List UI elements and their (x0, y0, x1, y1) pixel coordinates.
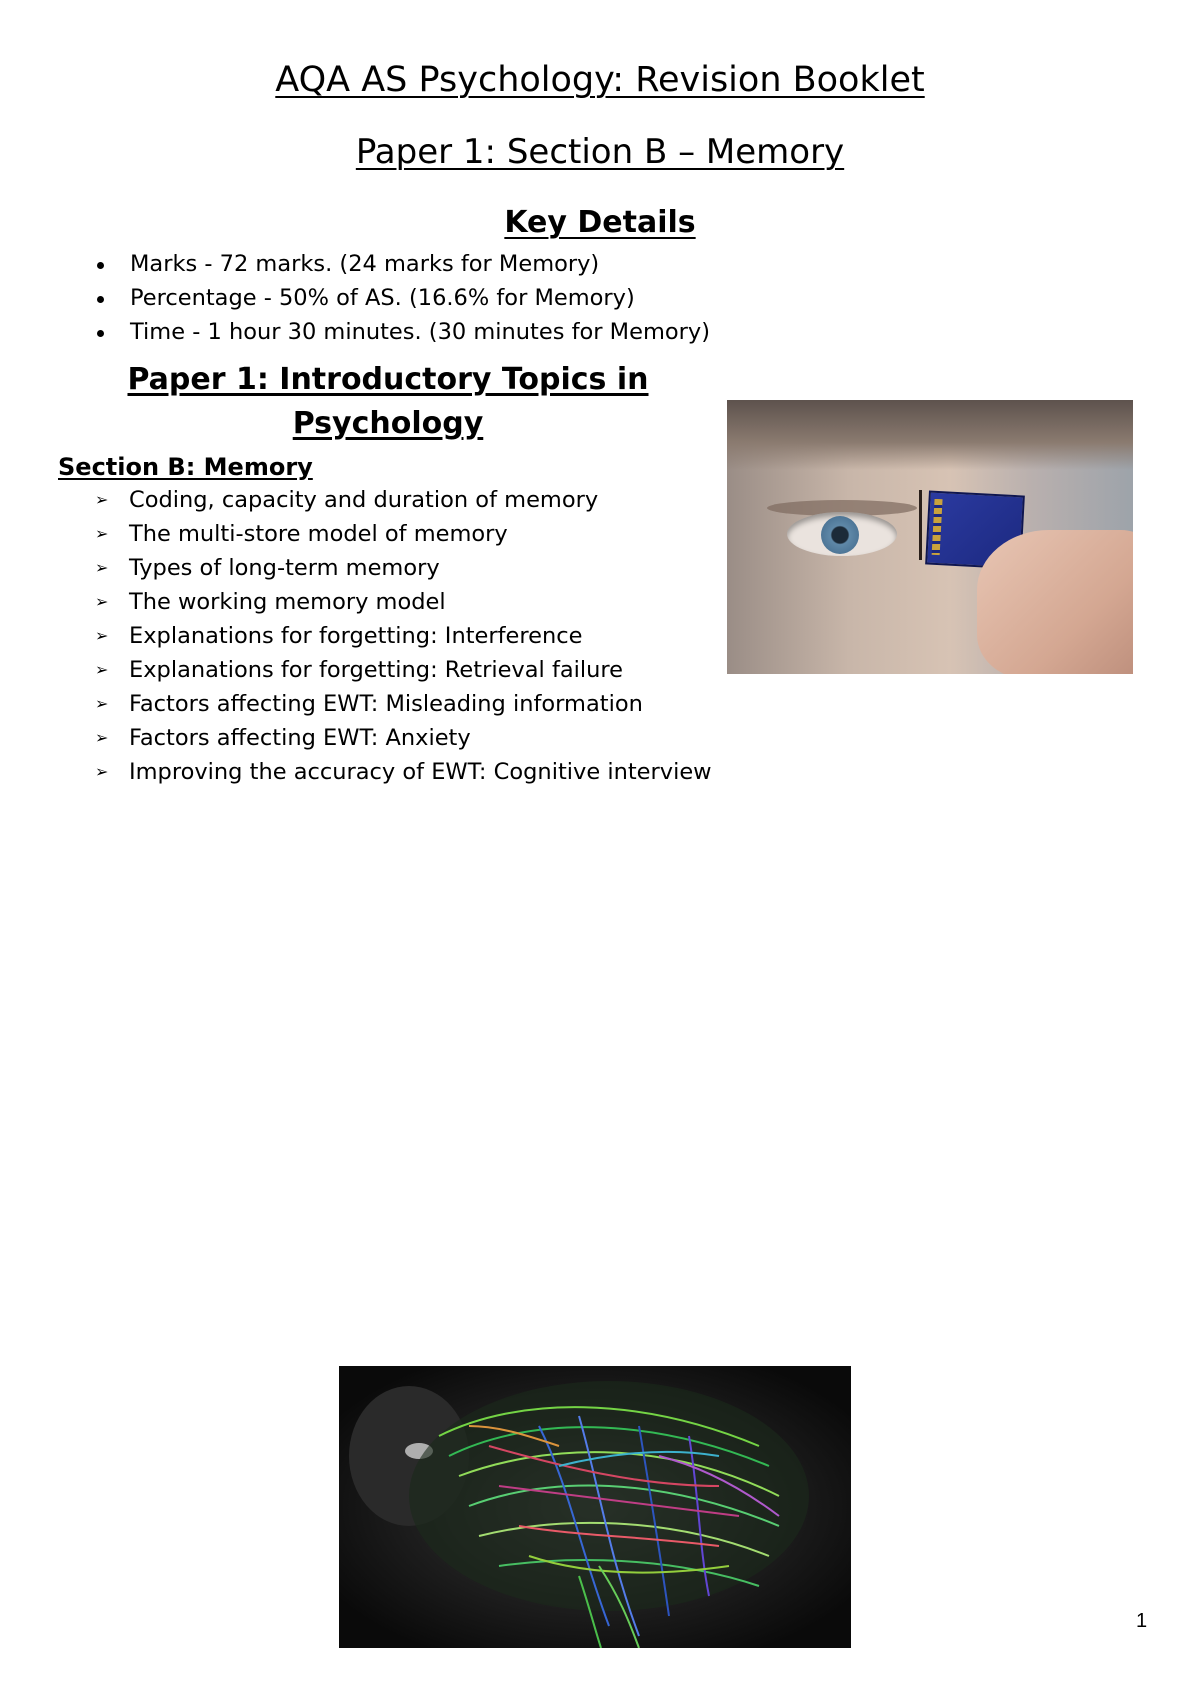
topic-item: ➢ Coding, capacity and duration of memory (95, 483, 712, 517)
key-detail-item: Marks - 72 marks. (24 marks for Memory) (97, 247, 710, 281)
arrow-bullet-icon: ➢ (95, 524, 109, 543)
topic-item: ➢ Explanations for forgetting: Interference (95, 619, 712, 653)
arrow-bullet-icon: ➢ (95, 592, 109, 611)
document-subtitle: Paper 1: Section B – Memory (355, 132, 845, 172)
paper-heading-line1: Paper 1: Introductory Topics in (127, 362, 649, 397)
key-detail-item: Percentage - 50% of AS. (16.6% for Memory) (97, 281, 710, 315)
section-heading: Section B: Memory (58, 453, 313, 481)
brain-tractography-photo (339, 1366, 851, 1648)
topic-item: ➢ Improving the accuracy of EWT: Cognitive interview (95, 755, 712, 789)
arrow-bullet-icon: ➢ (95, 660, 109, 679)
page-number: 1 (1136, 1610, 1148, 1632)
arrow-bullet-icon: ➢ (95, 728, 109, 747)
topic-item: ➢ Explanations for forgetting: Retrieval failure (95, 653, 712, 687)
topic-item: ➢ The multi-store model of memory (95, 517, 712, 551)
topic-item: ➢ Factors affecting EWT: Anxiety (95, 721, 712, 755)
arrow-bullet-icon: ➢ (95, 694, 109, 713)
paper-heading-line2: Psychology (292, 406, 484, 441)
arrow-bullet-icon: ➢ (95, 490, 109, 509)
arrow-bullet-icon: ➢ (95, 762, 109, 781)
man-inserting-sd-card-photo (727, 400, 1133, 674)
topic-item: ➢ Types of long-term memory (95, 551, 712, 585)
arrow-bullet-icon: ➢ (95, 626, 109, 645)
topic-item: ➢ The working memory model (95, 585, 712, 619)
key-details-heading: Key Details (504, 205, 696, 240)
topic-item: ➢ Factors affecting EWT: Misleading information (95, 687, 712, 721)
key-details-list (97, 247, 710, 349)
document-title: AQA AS Psychology: Revision Booklet (275, 60, 925, 100)
arrow-bullet-icon: ➢ (95, 558, 109, 577)
topics-list (95, 483, 712, 789)
key-detail-item: Time - 1 hour 30 minutes. (30 minutes for Memory) (97, 315, 710, 349)
